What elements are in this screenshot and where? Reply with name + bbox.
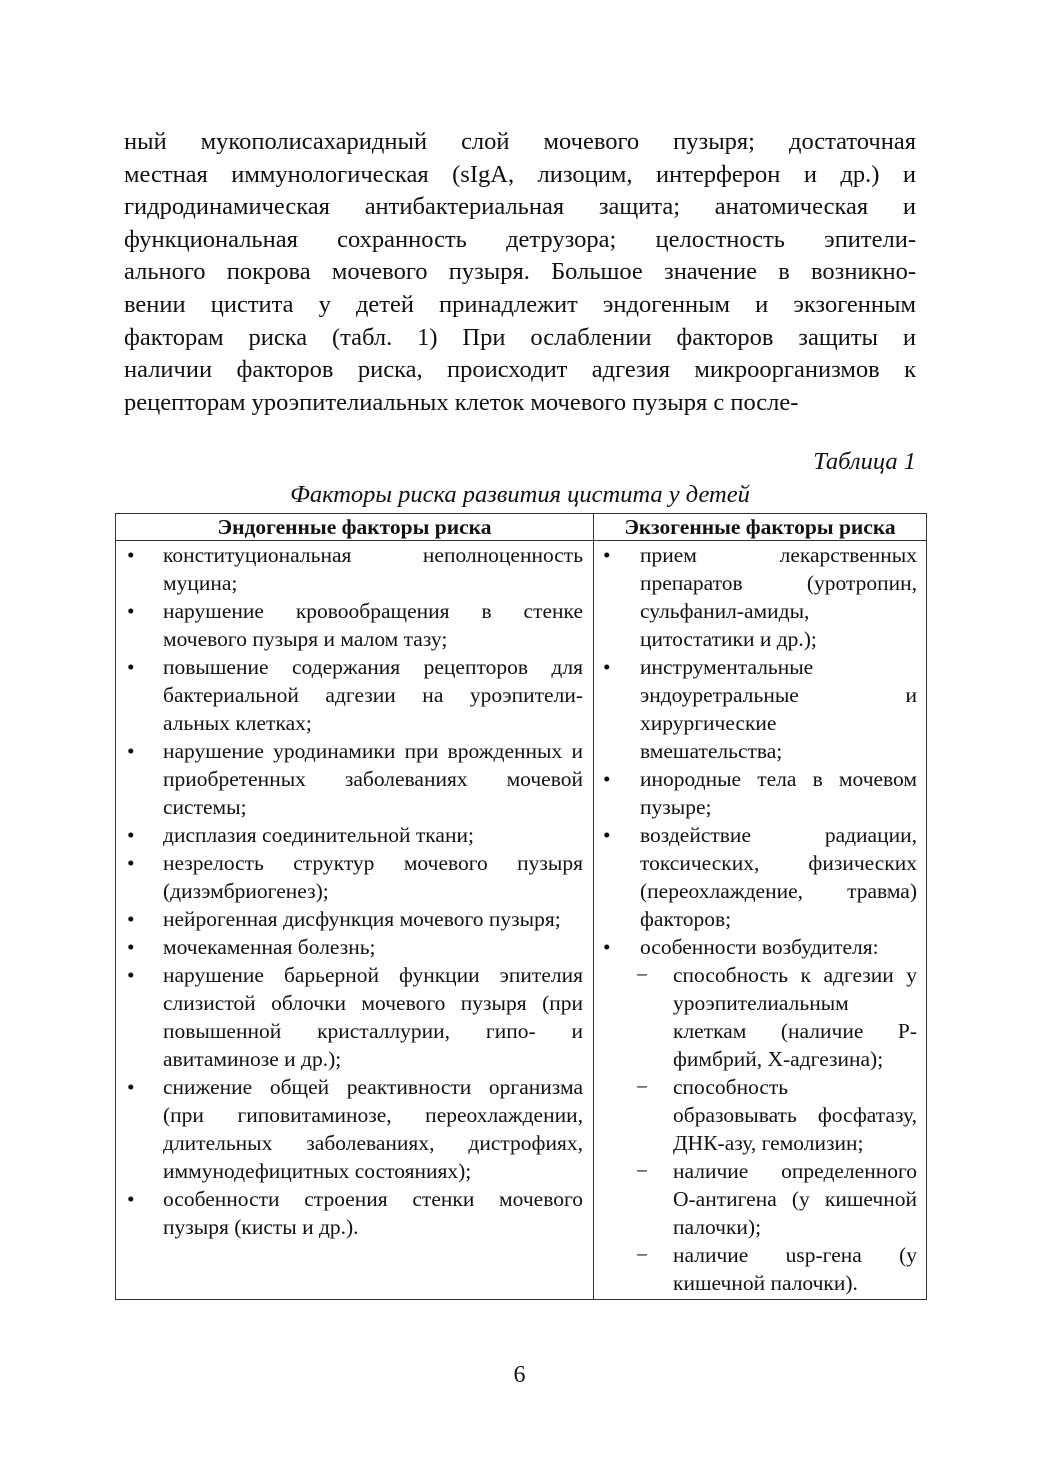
item-text: нарушение барьерной функции эпителия слизистой облочки мочевого пузыря (при повышенной кристаллурии, гипо- и авитаминозе и др.);	[163, 963, 583, 1071]
bullet: •	[127, 823, 135, 847]
item-text: прием лекарственных препаратов (уротропин, сульфанил-амиды, цитостатики и др.);	[640, 543, 917, 651]
bullet: •	[127, 655, 135, 679]
item-text: дисплазия соединительной ткани;	[163, 823, 474, 847]
risk-factors-table	[115, 513, 927, 1300]
sub-item-text: способность образовывать фосфатазу, ДНК-азу, гемолизин;	[673, 1075, 917, 1155]
table-label: Таблица 1	[813, 448, 916, 475]
header-endogenous: Эндогенные факторы риска	[116, 514, 594, 541]
sub-item-text: способность к адгезии у уроэпителиальным клеткам (наличие Р-фимбрий, Х-адгезина);	[673, 963, 917, 1071]
list-item	[124, 1073, 583, 1185]
page-number: 6	[513, 1362, 526, 1388]
exogenous-cell	[594, 541, 927, 1300]
list-item	[124, 821, 583, 849]
bullet: •	[127, 851, 135, 875]
sub-list-item	[600, 1241, 917, 1297]
bullet: •	[127, 963, 135, 987]
intro-line: ный мукополисахаридный слой мочевого пузыря; достаточная	[124, 128, 916, 155]
sub-item-text: наличие usp-гена (у кишечной палочки).	[673, 1243, 917, 1295]
bullet: •	[603, 543, 611, 567]
intro-line: вении цистита у детей принадлежит эндогенным и экзогенным	[124, 290, 916, 318]
bullet: •	[603, 823, 611, 847]
bullet: •	[127, 1075, 135, 1099]
item-text: снижение общей реактивности организма (при гиповитаминозе, переохлаждении, длительных заболеваниях, дистрофиях, иммунодефицитных состояниях);	[163, 1075, 583, 1183]
list-item	[124, 653, 583, 737]
table-title: Факторы риска развития цистита у детей	[290, 481, 750, 508]
list-item	[600, 821, 917, 933]
dash: −	[636, 1075, 649, 1099]
bullet: •	[603, 935, 611, 959]
sub-item-text: наличие определенного О-антигена (у кишечной палочки);	[673, 1159, 917, 1239]
intro-line: местная иммунологическая (sIgA, лизоцим, интерферон и др.) и	[124, 160, 916, 188]
dash: −	[636, 1243, 649, 1267]
bullet: •	[603, 767, 611, 791]
item-text: воздействие радиации, токсических, физических (переохлаждение, травма) факторов;	[640, 823, 917, 931]
item-text: нейрогенная дисфункция мочевого пузыря;	[163, 907, 561, 931]
table-header-row	[116, 514, 927, 541]
bullet: •	[127, 543, 135, 567]
dash: −	[636, 963, 649, 987]
item-text: нарушение кровообращения в стенке мочевого пузыря и малом тазу;	[163, 599, 583, 651]
table-body-row	[116, 541, 927, 1300]
intro-line: рецепторам уроэпителиальных клеток мочевого пузыря с после-	[124, 388, 799, 416]
intro-line: функциональная сохранность детрузора; целостность эпители-	[124, 225, 916, 253]
bullet: •	[127, 739, 135, 763]
bullet: •	[127, 599, 135, 623]
list-item	[600, 541, 917, 653]
list-item	[600, 933, 917, 961]
list-item	[124, 1185, 583, 1241]
item-text: нарушение уродинамики при врожденных и приобретенных заболеваниях мочевой системы;	[163, 739, 583, 819]
list-item	[124, 933, 583, 961]
bullet: •	[603, 655, 611, 679]
item-text: инородные тела в мочевом пузыре;	[640, 767, 917, 819]
list-item	[124, 737, 583, 821]
intro-line: гидродинамическая антибактериальная защита; анатомическая и	[124, 193, 916, 221]
list-item	[124, 961, 583, 1073]
intro-line: наличии факторов риска, происходит адгезия микроорганизмов к	[124, 356, 916, 384]
list-item	[124, 905, 583, 933]
list-item	[124, 849, 583, 905]
list-item	[124, 541, 583, 597]
endogenous-cell	[116, 541, 594, 1300]
dash: −	[636, 1159, 649, 1183]
item-text: конституциональная неполноценность муцина;	[163, 543, 583, 595]
bullet: •	[127, 907, 135, 931]
sub-list-item	[600, 961, 917, 1073]
intro-line: факторам риска (табл. 1) При ослаблении факторов защиты и	[124, 323, 916, 351]
intro-paragraph	[124, 126, 916, 419]
item-text: незрелость структур мочевого пузыря (дизэмбриогенез);	[163, 851, 583, 903]
item-text: мочекаменная болезнь;	[163, 935, 376, 959]
item-text: особенности возбудителя:	[640, 935, 879, 959]
header-exogenous: Экзогенные факторы риска	[594, 514, 927, 541]
list-item	[600, 653, 917, 765]
list-item	[124, 597, 583, 653]
bullet: •	[127, 1187, 135, 1211]
item-text: особенности строения стенки мочевого пузыря (кисты и др.).	[163, 1187, 583, 1239]
bullet: •	[127, 935, 135, 959]
intro-line: ального покрова мочевого пузыря. Большое значение в возникно-	[124, 258, 916, 286]
item-text: инструментальные эндоуретральные и хирургические вмешательства;	[640, 655, 917, 763]
list-item	[600, 765, 917, 821]
sub-list-item	[600, 1157, 917, 1241]
item-text: повышение содержания рецепторов для бактериальной адгезии на уроэпители-альных клетках;	[163, 655, 583, 735]
sub-list-item	[600, 1073, 917, 1157]
